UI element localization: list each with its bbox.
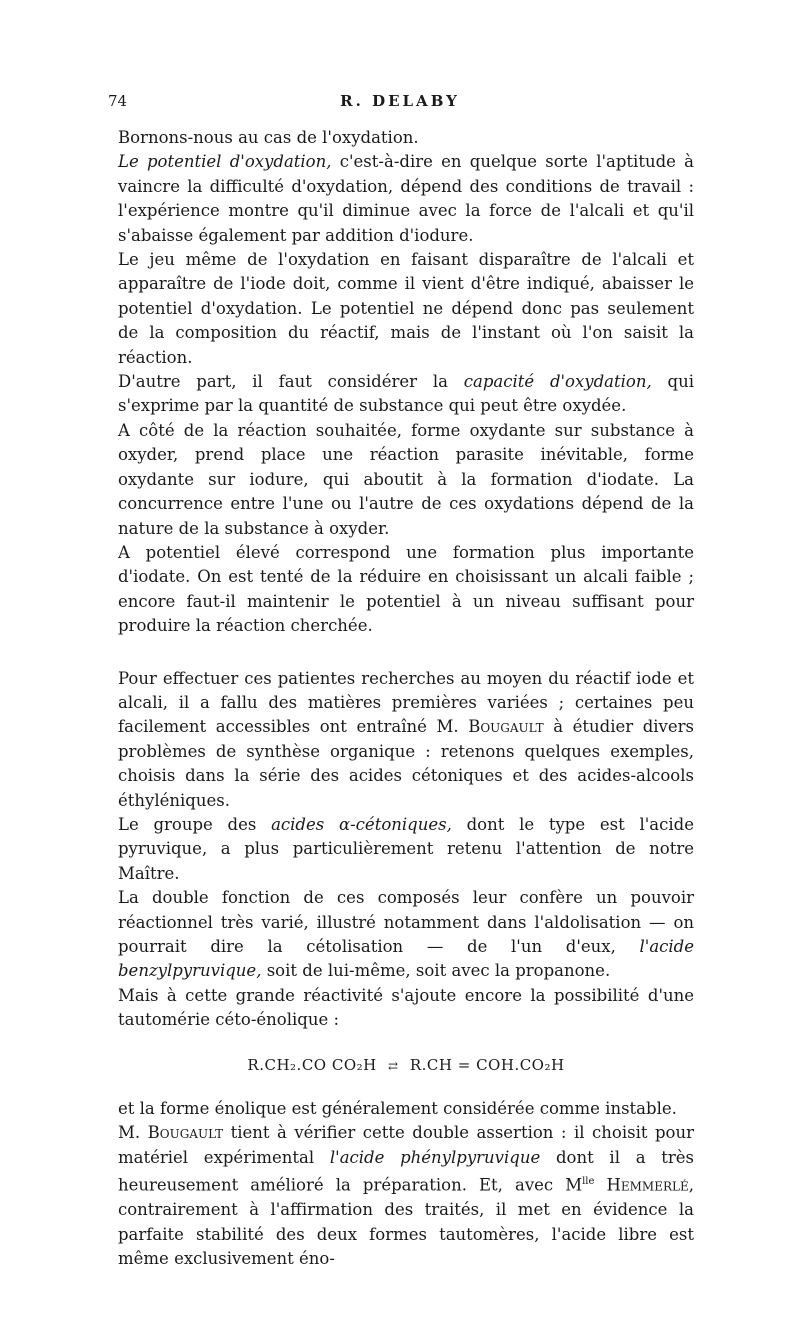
- body-text: [118, 126, 694, 1271]
- paragraph: M. Bougault tient à vérifier cette double assertion : il choisit pour matériel expérimental l'acide phénylpyruvique dont il a très heureusement amélioré la préparation. Et, avec $M^{lle}$ Hemmerlé, contrairement à l'affirmation des traités, il met en évidence la parfaite stabilité des deux formes tautomères, l'acide libre est même exclusivement éno-: [118, 1123, 695, 1268]
- paragraph: Pour effectuer ces patientes recherches au moyen du réactif iode et alcali, il a fallu des matières premières variées ; certaines peu facilement accessibles ont entraîné M. Bougault à étudier divers problèmes de synthèse organique : retenons quelques exemples, choisis dans la série des acides cétoniques et des acides-alcools éthyléniques.: [118, 668, 694, 810]
- page-number: 74: [108, 92, 128, 110]
- paragraph: D'autre part, il faut considérer la capacité d'oxydation, qui s'exprime par la quantité de substance qui peut être oxydée.: [118, 372, 694, 416]
- formula-keto: R.CH₂.CO CO₂H: [247, 1055, 377, 1074]
- paragraph: Mais à cette grande réactivité s'ajoute encore la possibilité d'une tautomérie céto-énolique :: [118, 985, 694, 1030]
- running-head: R. DELABY: [340, 92, 460, 110]
- paragraph: Bornons-nous au cas de l'oxydation.: [118, 128, 419, 147]
- paragraph: A côté de la réaction souhaitée, forme oxydante sur substance à oxyder, prend place une réaction parasite inévitable, forme oxydante sur iodure, qui aboutit à la formation d'iodate. La concurrence entre l'une ou l'autre de ces oxydations dépend de la nature de la substance à oxyder.: [118, 420, 694, 538]
- paragraph: La double fonction de ces composés leur confère un pouvoir réactionnel très varié, illustré notamment dans l'aldolisation — on pourrait dire la cétolisation — de l'un d'eux, l'acide benzylpyruvique, soit de lui-même, soit avec la propanone.: [118, 888, 694, 981]
- paragraph: Le groupe des acides α-cétoniques, dont le type est l'acide pyruvique, a plus particulièrement retenu l'attention de notre Maître.: [118, 814, 694, 883]
- paragraph: A potentiel élevé correspond une formation plus importante d'iodate. On est tenté de la réduire en choisissant un alcali faible ; encore faut-il maintenir le potentiel à un niveau suffisant pour produire la réaction cherchée.: [118, 542, 694, 636]
- paragraph: et la forme énolique est généralement considérée comme instable.: [118, 1099, 677, 1119]
- paragraph: Le jeu même de l'oxydation en faisant disparaître de l'alcali et apparaître de l'iode doit, comme il vient d'être indiqué, abaisser le potentiel d'oxydation. Le potentiel ne dépend donc pas seulement de la composition du réactif, mais de l'instant où l'on saisit la réaction.: [118, 250, 694, 367]
- section-gap: [118, 639, 694, 667]
- paragraph: Le potentiel d'oxydation, c'est-à-dire en quelque sorte l'aptitude à vaincre la difficulté d'oxydation, dépend des conditions de travail : l'expérience montre qu'il diminue avec la force de l'alcali et qu'il s'abaisse également par addition d'iodure.: [118, 152, 695, 245]
- formula-enol: R.CH = COH.CO₂H: [409, 1055, 565, 1074]
- tautomerism-formula: [118, 1053, 694, 1077]
- page-header: [0, 92, 800, 116]
- equilibrium-arrows-icon: ⇄: [388, 1058, 399, 1073]
